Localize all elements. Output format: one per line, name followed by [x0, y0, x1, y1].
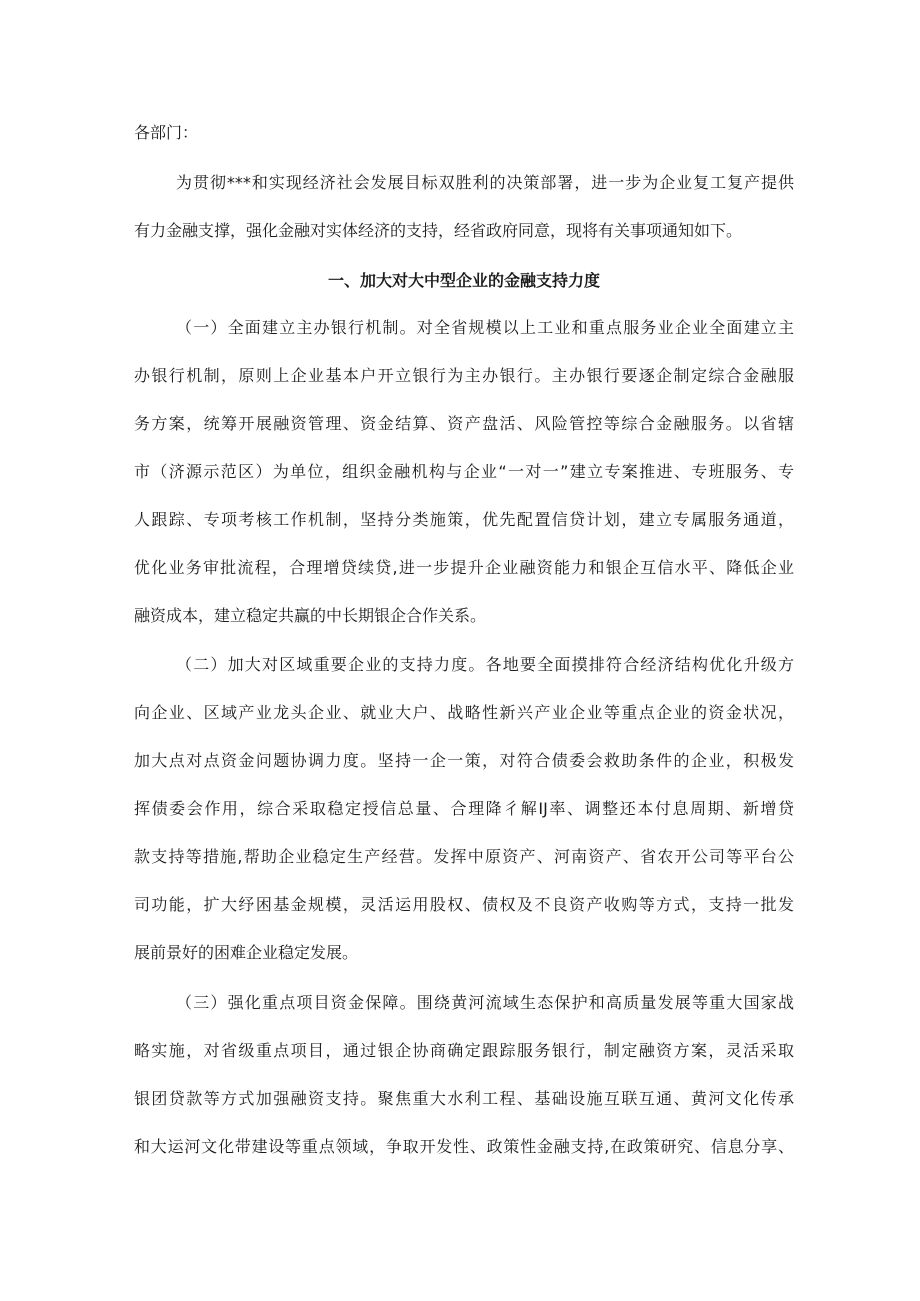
paragraph-line: 展前景好的困难企业稳定发展。 [134, 943, 359, 962]
intro-line: 为贯彻***和实现经济社会发展目标双胜利的决策部署，进一步为企业复工复产提供 [176, 173, 794, 192]
paragraph-line: 融资成本，建立稳定共赢的中长期银企合作关系。 [134, 606, 487, 625]
paragraph-line: （三）强化重点项目资金保障。围绕黄河流域生态保护和高质量发展等重大国家战 [176, 993, 794, 1012]
section-heading: 一、加大对大中型企业的金融支持力度 [327, 271, 600, 290]
paragraph-line: 人跟踪、专项考核工作机制，坚持分类施策，优先配置信贷计划，建立专属服务通道， [134, 510, 794, 529]
paragraph-line: 司功能，扩大纾困基金规模，灵活运用股权、债权及不良资产收购等方式，支持一批发 [134, 895, 794, 914]
paragraph-line: 务方案，统筹开展融资管理、资金结算、资产盘活、风险管控等综合金融服务。以省辖 [134, 414, 794, 433]
paragraph-line: 银团贷款等方式加强融资支持。聚焦重大水利工程、基础设施互联互通、黄河文化传承 [134, 1089, 794, 1108]
paragraph-line: 优化业务审批流程，合理增贷续贷,进一步提升企业融资能力和银企互信水平、降低企业 [134, 558, 794, 577]
intro-line: 有力金融支撑，强化金融对实体经济的支持，经省政府同意，现将有关事项通知如下。 [134, 221, 743, 240]
paragraph-line: 略实施，对省级重点项目，通过银企协商确定跟踪服务银行，制定融资方案，灵活采取 [134, 1041, 794, 1060]
paragraph-line: （一）全面建立主办银行机制。对全省规模以上工业和重点服务业企业全面建立主 [176, 318, 794, 337]
paragraph-line: 向企业、区域产业龙头企业、就业大户、战略性新兴产业企业等重点企业的资金状况， [134, 703, 794, 722]
paragraph-line: 办银行机制，原则上企业基本户开立银行为主办银行。主办银行要逐企制定综合金融服 [134, 366, 794, 385]
paragraph-line: 和大运河文化带建设等重点领域，争取开发性、政策性金融支持,在政策研究、信息分享、 [134, 1137, 794, 1156]
paragraph-line: 挥债委会作用，综合采取稳定授信总量、合理降彳解IJ率、调整还本付息周期、新增贷 [134, 799, 794, 818]
salutation: 各部门： [134, 123, 199, 142]
paragraph-line: 款支持等措施,帮助企业稳定生产经营。发挥中原资产、河南资产、省农开公司等平台公 [134, 847, 794, 866]
paragraph-line: 市（济源示范区）为单位，组织金融机构与企业“一对一”建立专案推进、专班服务、专 [134, 462, 794, 481]
paragraph-line: （二）加大对区域重要企业的支持力度。各地要全面摸排符合经济结构优化升级方 [176, 655, 794, 674]
paragraph-line: 加大点对点资金问题协调力度。坚持一企一策，对符合债委会救助条件的企业，积极发 [134, 751, 794, 770]
